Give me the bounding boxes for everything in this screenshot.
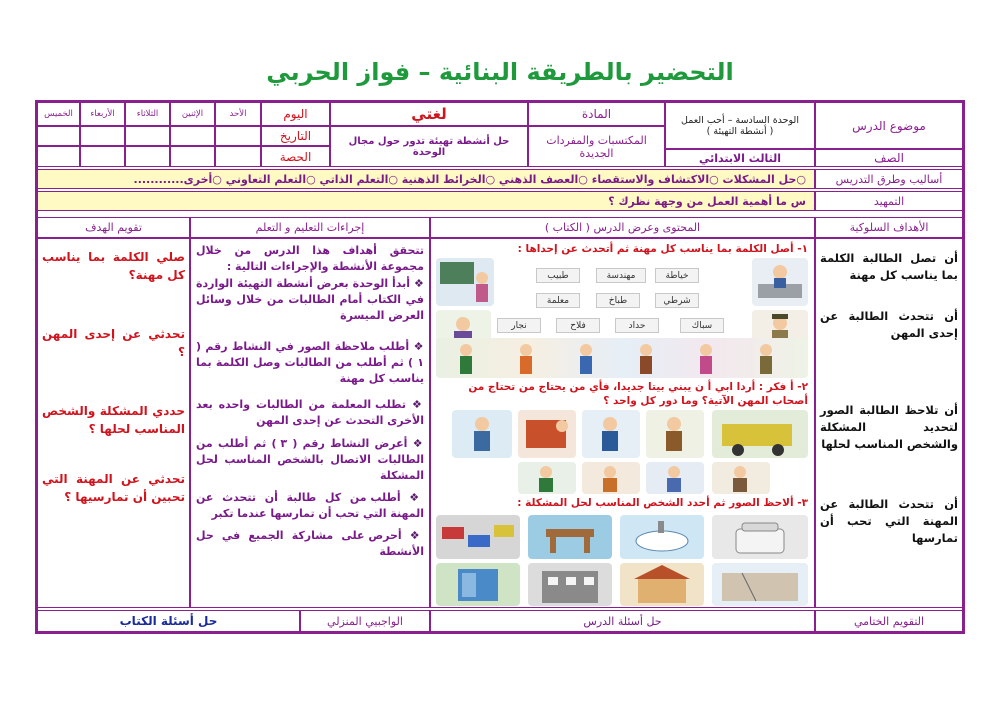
vocab-label: المكتسبات والمفردات الجديدة <box>528 126 665 167</box>
word-chip: طباخ <box>596 293 640 308</box>
subject-label: المادة <box>528 102 665 126</box>
day-label: اليوم <box>261 102 330 126</box>
sink-illustration <box>620 515 704 559</box>
procedure-item: ❖ أعرض النشاط رقم ( ٣ ) ثم أطلب من الطالبات الاتصال بالشخص المناسب لحل المشكلة <box>196 436 424 484</box>
cabinet-illustration <box>436 563 520 606</box>
content-q1: ١- أصل الكلمة بما يناسب كل مهنة ثم أتحدث عن إحداها : <box>517 243 808 255</box>
date-cell <box>80 126 125 146</box>
mechanic-picture <box>752 258 808 306</box>
evaluation-2: تحدثي عن إحدى المهن ؟ <box>42 327 185 359</box>
procedure-item: ❖ أبدأ الوحدة بعرض أنشطة التهيئة الواردة في الكتاب أمام الطالبات من خلال وسائل العرض الميسرة <box>196 276 424 324</box>
final-eval-value: حل أسئلة الدرس <box>430 610 815 632</box>
period-cell <box>170 146 215 167</box>
sink-picture <box>620 515 704 559</box>
engineer-picture <box>452 410 512 458</box>
plumber-picture <box>582 410 640 458</box>
workers-illustration <box>436 338 808 378</box>
table-illustration <box>528 515 612 559</box>
objective-3: أن تلاحظ الطالبة الصور لتحديد المشكلة والشخص المناسب لحلها <box>820 403 958 451</box>
methods-label: أساليب وطرق التدريس <box>815 169 963 189</box>
wall-illustration <box>712 563 808 606</box>
plumber-illustration <box>582 410 640 458</box>
teacher-illustration <box>436 258 494 306</box>
wall-picture <box>712 563 808 606</box>
evaluation-header: تقويم الهدف <box>37 217 190 238</box>
word-chip: مهندسة <box>596 268 646 283</box>
day-sun: الأحد <box>215 102 261 126</box>
period-label: الحصة <box>261 146 330 167</box>
mechanic-illustration <box>752 258 808 306</box>
traffic-picture <box>436 515 520 559</box>
word-chip: نجار <box>497 318 541 333</box>
evaluation-3: حددي المشكلة والشخص المناسب لحلها ؟ <box>42 404 185 436</box>
carpenter-picture <box>646 410 704 458</box>
word-chip: سباك <box>680 318 724 333</box>
word-chip: حداد <box>615 318 659 333</box>
objectives-header: الأهداف السلوكية <box>815 217 963 238</box>
word-chip: طبيب <box>536 268 580 283</box>
worker-picture <box>518 462 576 494</box>
workers-row <box>436 338 808 378</box>
period-cell <box>37 146 80 167</box>
word-chip: شرطي <box>655 293 699 308</box>
date-cell <box>170 126 215 146</box>
teacher-picture <box>436 258 494 306</box>
day-tue: الثلاثاء <box>125 102 170 126</box>
content-header: المحتوى وعرض الدرس ( الكتاب ) <box>430 217 815 238</box>
content-q2: ٢- أ فكر : أردا ابي أ ن يبني بيتا جديدا، فأي من يحتاج من تحتاج من أصحاب المهن الآتية؟ وما دور كل واحد ؟ <box>468 381 808 407</box>
building-picture <box>528 563 612 606</box>
procedure-item: ❖ أحرص على مشاركة الجميع في حل الأنشطة <box>196 528 424 560</box>
worker-illustration <box>646 462 704 494</box>
period-cell <box>125 146 170 167</box>
carpenter-illustration <box>646 410 704 458</box>
cabinet-picture <box>436 563 520 606</box>
lesson-topic-label: موضوع الدرس <box>815 102 963 149</box>
engineer-illustration <box>452 410 512 458</box>
procedure-item: ❖ تطلب المعلمة من الطالبات واحده بعد الأخرى التحدث عن إحدى المهن <box>196 397 424 429</box>
house-picture <box>620 563 704 606</box>
blacksmith-illustration <box>518 410 576 458</box>
worker-illustration <box>582 462 640 494</box>
phone-illustration <box>712 515 808 559</box>
truck-illustration <box>712 410 808 458</box>
worker-picture <box>712 462 770 494</box>
date-cell <box>215 126 261 146</box>
word-chip: خياطة <box>655 268 699 283</box>
intro-label: التمهيد <box>815 191 963 211</box>
content-q3: ٣- ألاحظ الصور ثم أحدد الشخص المناسب لحل المشكلة : <box>517 497 808 509</box>
objective-1: أن تصل الطالبة الكلمة بما يناسب كل مهنة <box>820 251 958 282</box>
page-title: التحضير بالطريقة البنائية – فواز الحربي <box>266 58 734 86</box>
vocab-value: حل أنشطة تهيئة تدور حول مجال الوحدة <box>330 126 528 167</box>
worker-illustration <box>518 462 576 494</box>
procedure-item: ❖ أطلب من كل طالبة أن تتحدث عن المهنة التي تحب أن تمارسها عندما تكبر <box>196 490 424 522</box>
homework-label: الواجبيي المنزلي <box>300 610 430 632</box>
procedures-header: إجراءات التعليم و التعلم <box>190 217 430 238</box>
evaluation-4: تحدثي عن المهنة التي تحبين أن تمارسيها ؟ <box>42 472 185 504</box>
building-illustration <box>528 563 612 606</box>
period-cell <box>215 146 261 167</box>
date-cell <box>125 126 170 146</box>
objective-4: أن تتحدث الطالبة عن المهنة التي تحب أن تمارسها <box>820 497 958 545</box>
day-wed: الأربعاء <box>80 102 125 126</box>
worker-picture <box>646 462 704 494</box>
day-thu: الخميس <box>37 102 80 126</box>
unit-cell <box>665 102 815 149</box>
unit-sub: ( أنشطة التهيئة ) <box>706 125 774 137</box>
word-chip: فلاح <box>556 318 600 333</box>
period-cell <box>80 146 125 167</box>
broken-table-picture <box>528 515 612 559</box>
intro-value: س ما أهمية العمل من وجهة نظرك ؟ <box>37 191 815 211</box>
methods-value: ○حل المشكلات ○الاكتشاف والاستقصاء ○العصف الذهني ○الخرائط الذهنية ○التعلم الذاتي ○التعلم التعاوني ○أخرى............ <box>37 169 815 189</box>
class-label: الصف <box>815 149 963 167</box>
blacksmith-picture <box>518 410 576 458</box>
class-value: الثالث الابتدائي <box>665 149 815 167</box>
procedures-intro: تتحقق أهداف هذا الدرس من خلال مجموعة الأنشطة والإجراءات التالية : <box>196 244 424 273</box>
objective-2: أن تتحدث الطالبة عن إحدى المهن <box>820 309 958 340</box>
date-label: التاريخ <box>261 126 330 146</box>
word-chip: معلمة <box>536 293 580 308</box>
day-mon: الإثنين <box>170 102 215 126</box>
procedure-item: ❖ أطلب ملاحظة الصور في النشاط رقم ( ١ ) ثم أطلب من الطالبات وصل الكلمة بما يناسب كل مهنة <box>196 339 424 387</box>
evaluation-1: صلي الكلمة بما يناسب كل مهنة؟ <box>42 250 185 282</box>
unit-text: الوحدة السادسة – أحب العمل <box>681 114 799 126</box>
worker-illustration <box>712 462 770 494</box>
final-eval-label: التقويم الختامي <box>815 610 963 632</box>
traffic-illustration <box>436 515 520 559</box>
house-illustration <box>620 563 704 606</box>
worker-picture <box>582 462 640 494</box>
date-cell <box>37 126 80 146</box>
phone-picture <box>712 515 808 559</box>
subject-value: لغتي <box>330 102 528 126</box>
truck-picture <box>712 410 808 458</box>
homework-value: حل أسئلة الكتاب <box>37 610 300 632</box>
